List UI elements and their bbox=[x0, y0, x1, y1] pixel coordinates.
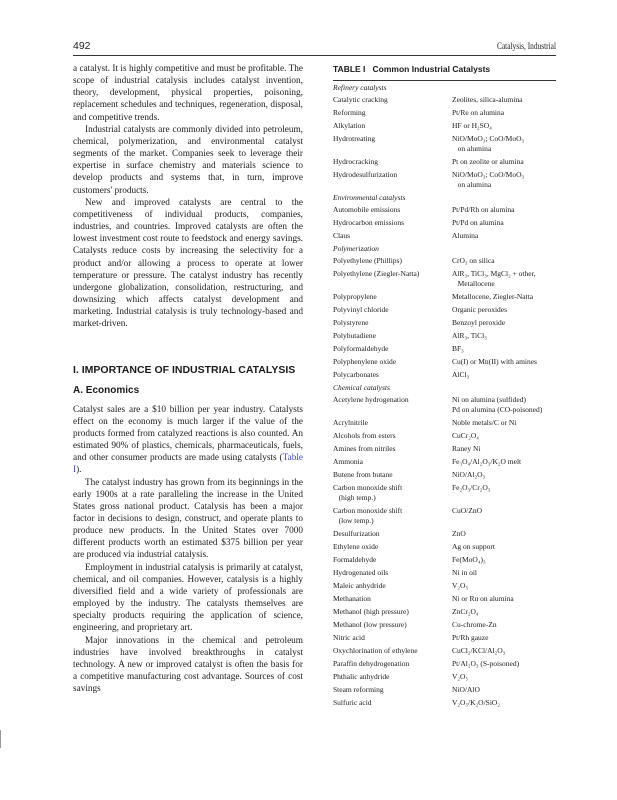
paragraph-4-text: Catalyst sales are a $10 billion per year industry. Catalysts effect on the economy is much larger if the value of the products formed from catalyzed reactions is also counted. An estimated 90% of plastics, chemicals, pharmaceuticals, fuels, and other consumer products are made using catalysts ( bbox=[73, 404, 303, 464]
process-cell: Hydrogenated oils bbox=[333, 568, 389, 577]
table-row bbox=[333, 218, 556, 228]
process-cell: Polyethylene (Ziegler-Natta) bbox=[333, 269, 420, 278]
process-cell: Carbon monoxide shift (high temp.) bbox=[333, 483, 403, 502]
process-cell: Methanation bbox=[333, 594, 371, 603]
process-cell: Polyvinyl chloride bbox=[333, 305, 389, 314]
table-row bbox=[333, 672, 556, 682]
table-title: Common Industrial Catalysts bbox=[372, 64, 491, 74]
table-row bbox=[333, 568, 556, 578]
table-row bbox=[333, 331, 556, 341]
catalyst-cell: Pt/Re on alumina bbox=[452, 108, 505, 117]
paragraph-6: Employment in industrial catalysis is primarily at catalyst, chemical, and oil companies. However, catalysis is a highly diversified field and a wide variety of professionals are employed by the industry. The catalysts themselves are specialty products requiring the application of science, engineering, and proprietary art. bbox=[73, 562, 303, 634]
catalyst-cell: CuO/ZnO bbox=[452, 506, 482, 515]
table-row bbox=[333, 344, 556, 354]
table-row bbox=[333, 685, 556, 695]
paragraph-4-end: ). bbox=[76, 465, 82, 476]
header-rule bbox=[73, 55, 556, 56]
catalyst-cell: Pt/Pd on alumina bbox=[452, 218, 504, 227]
catalyst-cell: Pt/Pd/Rh on alumina bbox=[452, 205, 515, 214]
process-cell: Reforming bbox=[333, 108, 366, 117]
table-group-heading: Refinery catalysts bbox=[333, 83, 387, 92]
process-cell: Polyphenylene oxide bbox=[333, 357, 397, 366]
catalyst-cell: Raney Ni bbox=[452, 444, 481, 453]
page-number: 492 bbox=[73, 40, 91, 52]
catalyst-cell: CuCr₂O₄ bbox=[452, 431, 479, 440]
margin-mark bbox=[0, 730, 3, 748]
process-cell: Polyformaldehyde bbox=[333, 344, 389, 353]
table-row bbox=[333, 506, 556, 526]
catalyst-cell: Zeolites, silica-alumina bbox=[452, 95, 523, 104]
table-row bbox=[333, 646, 556, 656]
table-row bbox=[333, 370, 556, 380]
process-cell: Polybutadiene bbox=[333, 331, 376, 340]
process-cell: Phthalic anhydride bbox=[333, 672, 390, 681]
catalyst-table bbox=[333, 83, 556, 711]
process-cell: Catalytic cracking bbox=[333, 95, 388, 104]
table-row bbox=[333, 134, 556, 154]
table-rule bbox=[333, 80, 556, 81]
catalyst-cell: Pt/Rh gauze bbox=[452, 633, 489, 642]
process-cell: Nitric acid bbox=[333, 633, 365, 642]
catalyst-cell: Fe₃O₄/Al₂O₃/K₂O melt bbox=[452, 457, 522, 466]
table-row bbox=[333, 357, 556, 367]
process-cell: Claus bbox=[333, 231, 351, 240]
section-heading: I. IMPORTANCE OF INDUSTRIAL CATALYSIS bbox=[73, 364, 296, 377]
table-row bbox=[333, 292, 556, 302]
catalyst-cell: Ni in oil bbox=[452, 568, 478, 577]
catalyst-cell: Cu-chrome-Zn bbox=[452, 620, 497, 629]
process-cell: Polyethylene (Phillips) bbox=[333, 256, 402, 265]
table-row bbox=[333, 269, 556, 289]
table-group-heading: Environmental catalysts bbox=[333, 193, 406, 202]
paragraph-1: a catalyst. It is highly competitive and must be profitable. The scope of industrial catalysis includes catalyst invention, theory, development, physical properties, poisoning, replacement schedules and techniques, regeneration, disposal, and competitive trends. bbox=[73, 64, 303, 123]
process-cell: Maleic anhydride bbox=[333, 581, 386, 590]
paragraph-3: New and improved catalysts are central to the competitiveness of individual products, companies, industries, and countries. Improved catalysts are often the lowest investment cost route to feedstock and energy savings. Catalysts reduce costs by increasing the selectivity for a product and/or allowing a process to operate at lower temperature or pressure. The catalyst industry has recently undergone globalization, consolidation, restructuring, and downsizing which affects catalyst development and marketing. Industrial catalysis is truly technology-based and market-driven. bbox=[73, 197, 303, 330]
table-row bbox=[333, 542, 556, 552]
catalyst-cell: NiO/AlO bbox=[452, 685, 480, 694]
catalyst-cell: Ni on alumina (sulfided) Pd on alumina (CO-poisoned) bbox=[452, 395, 543, 414]
process-cell: Methanol (high pressure) bbox=[333, 607, 409, 616]
catalyst-cell: V₂O₅/K₂O/SiO₂ bbox=[452, 698, 500, 707]
process-cell: Automobile emissions bbox=[333, 205, 401, 214]
process-cell: Hydrocarbon emissions bbox=[333, 218, 405, 227]
process-cell: Paraffin dehydrogenation bbox=[333, 659, 410, 668]
catalyst-cell: Organic peroxides bbox=[452, 305, 508, 314]
table-label: TABLE I bbox=[333, 64, 366, 74]
process-cell: Ammonia bbox=[333, 457, 363, 466]
catalyst-cell: Noble metals/C or Ni bbox=[452, 418, 517, 427]
process-cell: Alkylation bbox=[333, 121, 366, 130]
process-cell: Oxychlorination of ethylene bbox=[333, 646, 418, 655]
paragraph-2: Industrial catalysts are commonly divided into petroleum, chemical, polymerization, and environmental catalyst segments of the market. Companies seek to leverage their expertise in surface chemistry and materials science to develop products and systems that, in turn, improve customers' products. bbox=[73, 124, 303, 196]
catalyst-cell: Pt on zeolite or alumina bbox=[452, 157, 524, 166]
process-cell: Polycarbonates bbox=[333, 370, 379, 379]
catalyst-cell: AlR₃, TiCl₃ bbox=[452, 331, 487, 340]
table-row bbox=[333, 470, 556, 480]
process-cell: Ethylene oxide bbox=[333, 542, 379, 551]
table-row bbox=[333, 555, 556, 565]
table-row bbox=[333, 529, 556, 539]
catalyst-cell: AlCl₃ bbox=[452, 370, 470, 379]
table-group-heading: Chemical catalysts bbox=[333, 383, 390, 392]
table-reference-link[interactable]: Table I bbox=[73, 453, 303, 476]
paragraph-4 bbox=[73, 404, 303, 477]
process-cell: Steam reforming bbox=[333, 685, 384, 694]
catalyst-cell: AlR₃, TiCl₃, MgCl₂ + other, Metallocene bbox=[452, 269, 536, 288]
process-cell: Polypropylene bbox=[333, 292, 377, 301]
table-row bbox=[333, 457, 556, 467]
table-row bbox=[333, 620, 556, 630]
catalyst-cell: NiO/MoO₃; CoO/MoO₃ on alumina bbox=[452, 170, 525, 189]
table-row bbox=[333, 444, 556, 454]
catalyst-cell: Alumina bbox=[452, 231, 479, 240]
catalyst-cell: Fe₂O₃/Cr₂O₃ bbox=[452, 483, 491, 492]
catalyst-cell: BF₃ bbox=[452, 344, 464, 353]
process-cell: Hydrocracking bbox=[333, 157, 378, 166]
catalyst-cell: ZnCr₂O₄ bbox=[452, 607, 479, 616]
table-row bbox=[333, 305, 556, 315]
table-row bbox=[333, 157, 556, 167]
process-cell: Desulfurization bbox=[333, 529, 380, 538]
left-column bbox=[73, 63, 303, 695]
catalyst-cell: Ag on support bbox=[452, 542, 495, 551]
table-row bbox=[333, 121, 556, 131]
table-caption bbox=[333, 64, 490, 74]
catalyst-cell: Cu(I) or Mn(II) with amines bbox=[452, 357, 537, 366]
catalyst-cell: ZnO bbox=[452, 529, 466, 538]
catalyst-cell: HF or H₂SO₄ bbox=[452, 121, 492, 130]
process-cell: Acrylnitrile bbox=[333, 418, 368, 427]
table-row bbox=[333, 633, 556, 643]
catalyst-cell: Pt/Al₂O₃ (S-poisoned) bbox=[452, 659, 520, 668]
process-cell: Alcohols from esters bbox=[333, 431, 396, 440]
table-row bbox=[333, 108, 556, 118]
table-row bbox=[333, 607, 556, 617]
process-cell: Acetylene hydrogenation bbox=[333, 395, 409, 404]
running-head: Catalysis, Industrial bbox=[496, 41, 556, 51]
table-row bbox=[333, 318, 556, 328]
catalyst-cell: Ni or Ru on alumina bbox=[452, 594, 514, 603]
catalyst-cell: V₂O₅ bbox=[452, 581, 469, 590]
catalyst-cell: Benzoyl peroxide bbox=[452, 318, 506, 327]
table-row bbox=[333, 581, 556, 591]
catalyst-cell: NiO/Al₂O₃ bbox=[452, 470, 486, 479]
table-group-heading: Polymerization bbox=[333, 244, 379, 253]
table-row bbox=[333, 418, 556, 428]
catalyst-cell: Fe(MoO₄)₃ bbox=[452, 555, 486, 564]
table-row bbox=[333, 483, 556, 503]
subsection-heading: A. Economics bbox=[73, 385, 140, 397]
table-row bbox=[333, 95, 556, 105]
paragraph-7: Major innovations in the chemical and petroleum industries have involved breakthroughs in catalyst technology. A new or improved catalyst is often the basis for a competitive manufacturing cost advantage. Sources of cost savings bbox=[73, 635, 303, 695]
table-row bbox=[333, 395, 556, 415]
table-row bbox=[333, 594, 556, 604]
process-cell: Butene from butane bbox=[333, 470, 393, 479]
process-cell: Hydrotreating bbox=[333, 134, 376, 143]
table-row bbox=[333, 231, 556, 241]
catalyst-cell: NiO/MoO₃; CoO/MoO₃ on alumina bbox=[452, 134, 525, 153]
process-cell: Carbon monoxide shift (low temp.) bbox=[333, 506, 403, 525]
process-cell: Hydrodesulfurization bbox=[333, 170, 398, 179]
paragraph-5: The catalyst industry has grown from its beginnings in the early 1900s at a rate paralleling the increase in the United States gross national product. Catalysis has been a major factor in decisions to design, construct, and operate plants to produce new products. In the United States over 7000 different products worth an estimated $375 billion per year are produced via industrial catalysis. bbox=[73, 477, 303, 561]
catalyst-cell: CuCl₂/KCl/Al₂O₃ bbox=[452, 646, 506, 655]
catalyst-cell: CrO₃ on silica bbox=[452, 256, 495, 265]
table-row bbox=[333, 431, 556, 441]
process-cell: Sulfuric acid bbox=[333, 698, 372, 707]
catalyst-cell: V₂O₅ bbox=[452, 672, 469, 681]
process-cell: Amines from nitriles bbox=[333, 444, 396, 453]
table-row bbox=[333, 698, 556, 708]
catalyst-cell: Metallocene, Ziegler-Natta bbox=[452, 292, 534, 301]
table-row bbox=[333, 256, 556, 266]
table-row bbox=[333, 659, 556, 669]
process-cell: Polystyrene bbox=[333, 318, 369, 327]
table-row bbox=[333, 170, 556, 190]
table-row bbox=[333, 205, 556, 215]
process-cell: Methanol (low pressure) bbox=[333, 620, 407, 629]
process-cell: Formaldehyde bbox=[333, 555, 377, 564]
